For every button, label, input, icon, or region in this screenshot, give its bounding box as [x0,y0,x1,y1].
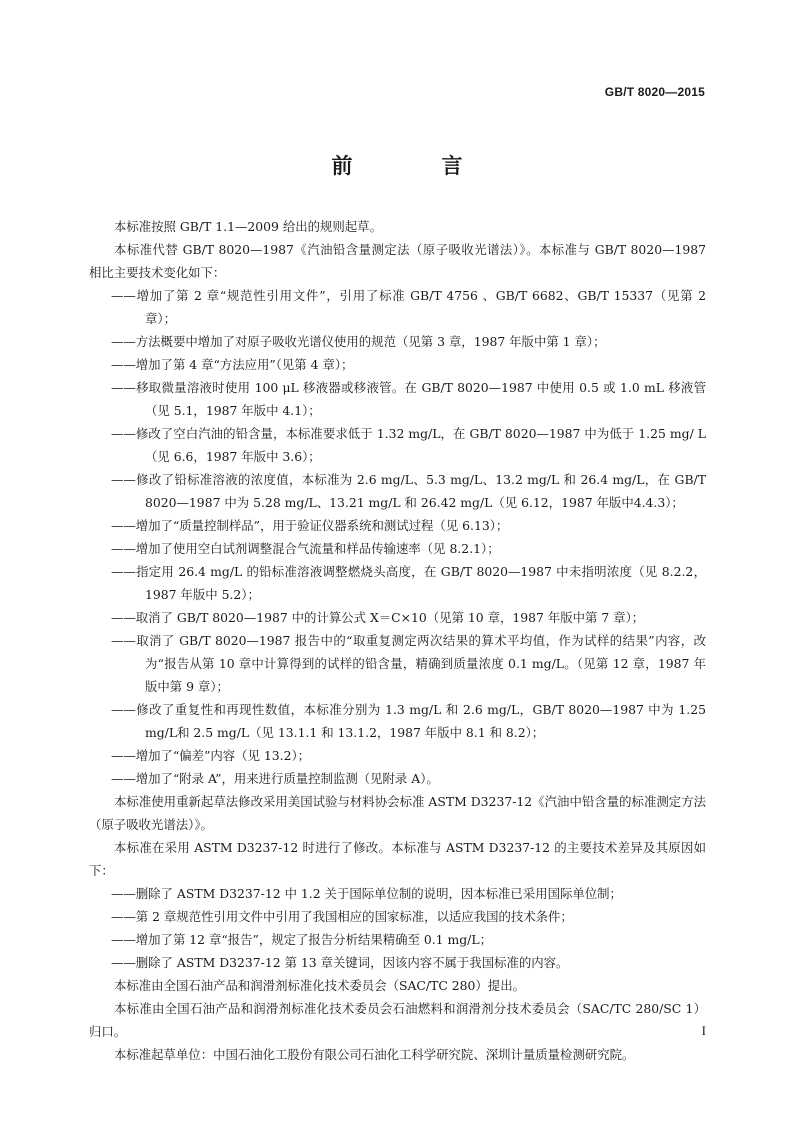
foreword-body [89,215,706,1066]
list-item: ——增加了“质量控制样品”，用于验证仪器系统和测试过程（见 6.13）； [111,518,509,533]
centralized-paragraph: 本标准由全国石油产品和润滑剂标准化技术委员会石油燃料和润滑剂分技术委员会（SAC/TC 280/SC 1）归口。 [89,1001,706,1039]
list-item: ——修改了铅标准溶液的浓度值，本标准为 2.6 mg/L、5.3 mg/L、13.2 mg/L 和 26.4 mg/L，在 GB/T 8020—1987 中为 5.28 mg/L、13.21 mg/L 和 26.42 mg/L（见 6.12，1987 年版中4.4.3）； [111,472,706,510]
list-item: ——修改了空白汽油的铅含量，本标准要求低于 1.32 mg/L，在 GB/T 8020—1987 中为低于 1.25 mg/ L（见 6.6，1987 年版中 3.6）； [111,426,706,464]
list-item: ——增加了“附录 A”，用来进行质量控制监测（见附录 A）。 [111,771,439,786]
list-item: ——取消了 GB/T 8020—1987 报告中的“取重复测定两次结果的算术平均值，作为试样的结果”内容，改为“报告从第 10 章中计算得到的试样的铅含量，精确到质量浓度 0.1 mg/L。（见第 12 章，1987 年版中第 9 章）； [111,633,706,694]
list-item: ——增加了第 2 章“规范性引用文件”，引用了标准 GB/T 4756 、GB/T 6682、GB/T 15337（见第 2 章）； [111,288,706,326]
adoption-paragraph: 本标准在采用 ASTM D3237-12 时进行了修改。本标准与 ASTM D3237-12 的主要技术差异及其原因如下： [89,840,706,878]
list-item: ——修改了重复性和再现性数值，本标准分别为 1.3 mg/L 和 2.6 mg/L，GB/T 8020—1987 中为 1.25 mg/L和 2.5 mg/L（见 13.1.1 和 13.1.2，1987 年版中 8.1 和 8.2）； [111,702,706,740]
drafting-unit-paragraph: 本标准起草单位：中国石油化工股份有限公司石油化工科学研究院、深圳计量质量检测研究院。 [114,1047,635,1062]
list-item: ——增加了第 12 章“报告”，规定了报告分析结果精确至 0.1 mg/L； [111,932,492,947]
list-item: ——增加了“偏差”内容（见 13.2）； [111,748,311,763]
page-number: I [701,1023,706,1038]
change-list [89,284,706,790]
intro-paragraph: 本标准代替 GB/T 8020—1987《汽油铅含量测定法（原子吸收光谱法）》。本标准与 GB/T 8020—1987 相比主要技术变化如下： [89,242,706,280]
proposer-paragraph: 本标准由全国石油产品和润滑剂标准化技术委员会（SAC/TC 280）提出。 [114,978,525,993]
adoption-paragraph: 本标准使用重新起草法修改采用美国试验与材料协会标准 ASTM D3237-12《汽油中铅含量的标准测定方法（原子吸收光谱法）》。 [89,794,706,832]
list-item: ——增加了第 4 章“方法应用”（见第 4 章）； [111,357,354,372]
list-item: ——删除了 ASTM D3237-12 中 1.2 关于国际单位制的说明，因本标准已采用国际单位制； [111,886,622,901]
list-item: ——指定用 26.4 mg/L 的铅标准溶液调整燃烧头高度，在 GB/T 8020—1987 中未指明浓度（见 8.2.2，1987 年版中 5.2）； [111,564,706,602]
list-item: ——方法概要中增加了对原子吸收光谱仪使用的规范（见第 3 章，1987 年版中第 1 章）； [111,334,606,349]
list-item: ——第 2 章规范性引用文件中引用了我国相应的国家标准，以适应我国的技术条件； [111,909,573,924]
difference-list [89,882,706,974]
standard-code: GB/T 8020—2015 [604,85,705,99]
list-item: ——移取微量溶液时使用 100 μL 移液器或移液管。在 GB/T 8020—1987 中使用 0.5 或 1.0 mL 移液管（见 5.1，1987 年版中 4.1）； [111,380,706,418]
page-title: 前 言 [331,154,497,178]
intro-paragraph: 本标准按照 GB/T 1.1—2009 给出的规则起草。 [114,219,382,234]
list-item: ——删除了 ASTM D3237-12 第 13 章关键词，因该内容不属于我国标准的内容。 [111,955,569,970]
list-item: ——取消了 GB/T 8020—1987 中的计算公式 X＝C×10（见第 10 章，1987 年版中第 7 章）； [111,610,645,625]
list-item: ——增加了使用空白试剂调整混合气流量和样品传输速率（见 8.2.1）； [111,541,500,556]
